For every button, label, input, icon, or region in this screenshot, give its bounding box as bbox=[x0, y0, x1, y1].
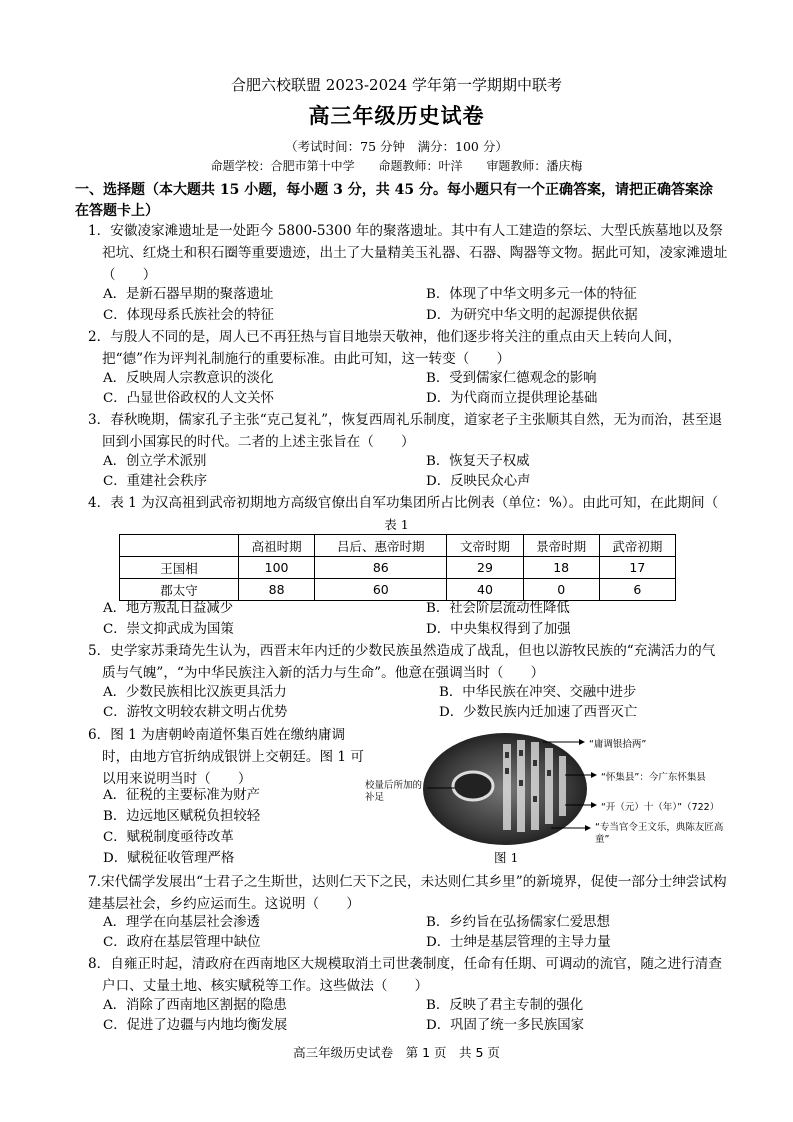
section-heading: 一、选择题（本大题共 15 小题，每小题 3 分，共 45 分。每小题只有一个正确答案，请把正确答案涂在答题卡上） bbox=[75, 182, 713, 219]
table-cell: 29 bbox=[447, 557, 523, 579]
question-8-stem: 8．自雍正时起，清政府在西南地区大规模取消土司世袭制度，任命有任期、可调动的流官，随之进行清查户口、丈量土地、核实赋税等工作。这些做法（ ） bbox=[88, 956, 722, 994]
table-1 bbox=[119, 534, 676, 601]
q4-option-a: A．地方叛乱日益减少 bbox=[103, 601, 234, 616]
q6-option-d: D．赋税征收管理严格 bbox=[103, 851, 235, 866]
table-cell: 18 bbox=[523, 557, 599, 579]
table-cell: 40 bbox=[447, 579, 523, 601]
q4-option-c: C．崇文抑武成为国策 bbox=[103, 622, 234, 637]
q1-option-b: B．体现了中华文明多元一体的特征 bbox=[426, 287, 637, 302]
q2-option-c: C．凸显世俗政权的人文关怀 bbox=[103, 391, 274, 406]
q3-option-b: B．恢复天子权威 bbox=[426, 454, 530, 469]
exam-authors bbox=[0, 157, 793, 174]
table-caption: 表 1 bbox=[384, 517, 409, 532]
table-cell: 郡太守 bbox=[120, 579, 239, 601]
q5-option-a: A．少数民族相比汉族更具活力 bbox=[103, 685, 287, 700]
table-cell: 6 bbox=[599, 579, 675, 601]
table-header-cell: 吕后、惠帝时期 bbox=[315, 535, 447, 557]
table-cell: 王国相 bbox=[120, 557, 239, 579]
question-2-stem: 2．与殷人不同的是，周人已不再狂热与盲目地崇天敬神，他们逐步将关注的重点由天上转向人间，把“德”作为评判礼制施行的重要标准。由此可知，这一转变（ ） bbox=[88, 329, 682, 367]
exam-title: 高三年级历史试卷 bbox=[308, 103, 485, 128]
table-header-cell bbox=[120, 535, 239, 557]
school: 命题学校：合肥市第十中学 bbox=[210, 159, 355, 173]
q2-option-d: D．为代商而立提供理论基础 bbox=[426, 391, 598, 406]
question-1-stem: 1．安徽凌家滩遗址是一处距今 5800-5300 年的聚落遗址。其中有人工建造的祭坛、大型氏族墓地以及祭祀坑、红烧土和积石圈等重要遗迹，出土了大量精美玉礼器、石器、陶器等文物。据此可知，凌家滩遗址（ ） bbox=[88, 223, 728, 283]
q5-option-c: C．游牧文明较农耕文明占优势 bbox=[103, 705, 288, 720]
figure-label-left: 校量后所加的补足 bbox=[365, 780, 423, 803]
table-cell: 17 bbox=[599, 557, 675, 579]
table-header-cell: 景帝时期 bbox=[523, 535, 599, 557]
q7-option-d: D．士绅是基层管理的主导力量 bbox=[426, 935, 611, 950]
table-cell: 60 bbox=[315, 579, 447, 601]
q7-option-b: B．乡约旨在弘扬儒家仁爱思想 bbox=[426, 915, 610, 930]
q2-option-b: B．受到儒家仁德观念的影响 bbox=[426, 371, 597, 386]
q6-option-a: A．征税的主要标准为财产 bbox=[103, 788, 260, 803]
q8-option-c: C．促进了边疆与内地均衡发展 bbox=[103, 1018, 288, 1033]
table-header-cell: 高祖时期 bbox=[239, 535, 315, 557]
question-5-stem: 5．史学家苏秉琦先生认为，西晋末年内迁的少数民族虽然造成了战乱，但也以游牧民族的“充满活力的气质与气魄”，“为中华民族注入新的活力与生命”。他意在强调当时（ ） bbox=[88, 643, 716, 681]
figure-1 bbox=[365, 730, 735, 848]
q8-option-b: B．反映了君主专制的强化 bbox=[426, 998, 584, 1013]
q5-option-d: D．少数民族内迁加速了西晋灭亡 bbox=[439, 705, 638, 720]
exam-header-line: 合肥六校联盟 2023-2024 学年第一学期期中联考 bbox=[231, 76, 562, 94]
q1-option-a: A．是新石器早期的聚落遗址 bbox=[103, 287, 274, 302]
q6-option-b: B．边远地区赋税负担较轻 bbox=[103, 809, 261, 824]
q8-option-a: A．消除了西南地区割据的隐患 bbox=[103, 998, 287, 1013]
q1-option-d: D．为研究中华文明的起源提供依据 bbox=[426, 308, 638, 323]
table-cell: 88 bbox=[239, 579, 315, 601]
q3-option-d: D．反映民众心声 bbox=[426, 474, 531, 489]
author: 命题教师：叶洋 bbox=[378, 159, 463, 173]
reviewer: 审题教师：潘庆梅 bbox=[486, 159, 583, 173]
question-6-stem: 6．图 1 为唐朝岭南道怀集百姓在缴纳庸调时，由地方官折纳成银饼上交朝廷。图 1 可以用来说明当时（ ） bbox=[88, 727, 364, 787]
question-7-stem: 7.宋代儒学发展出“士君子之生斯世，达则仁天下之民，未达则仁其乡里”的新境界，促使一部分士绅尝试构建基层社会，乡约应运而生。这说明（ ） bbox=[88, 874, 727, 912]
question-4-stem: 4．表 1 为汉高祖到武帝初期地方高级官僚出自军功集团所占比例表（单位：%）。由此可知，在此期间（ bbox=[88, 495, 719, 511]
q6-option-c: C．赋税制度亟待改革 bbox=[103, 830, 234, 845]
table-header-row bbox=[120, 535, 676, 557]
page-footer: 高三年级历史试卷 第 1 页 共 5 页 bbox=[293, 1045, 500, 1060]
table-header-cell: 武帝初期 bbox=[599, 535, 675, 557]
q4-option-d: D．中央集权得到了加强 bbox=[426, 622, 571, 637]
q4-option-b: B．社会阶层流动性降低 bbox=[426, 601, 570, 616]
q7-option-a: A．理学在向基层社会渗透 bbox=[103, 915, 260, 930]
figure-label-1: “庸调银拾两” bbox=[589, 739, 647, 750]
figure-label-2: “怀集县”：今广东怀集县 bbox=[601, 772, 706, 783]
q3-option-a: A．创立学术派别 bbox=[103, 454, 207, 469]
q5-option-b: B．中华民族在冲突、交融中进步 bbox=[439, 685, 637, 700]
table-row bbox=[120, 579, 676, 601]
q7-option-c: C．政府在基层管理中缺位 bbox=[103, 935, 261, 950]
q1-option-c: C．体现母系氏族社会的特征 bbox=[103, 308, 274, 323]
table-cell: 0 bbox=[523, 579, 599, 601]
table-header-cell: 文帝时期 bbox=[447, 535, 523, 557]
table-cell: 86 bbox=[315, 557, 447, 579]
figure-label-4: “专当官令王文乐，典陈友匠高童” bbox=[595, 822, 724, 845]
question-3-stem: 3．春秋晚期，儒家孔子主张“克己复礼”，恢复西周礼乐制度，道家老子主张顺其自然，无为而治，甚至退回到小国寡民的时代。二者的上述主张旨在（ ） bbox=[88, 412, 723, 450]
table-cell: 100 bbox=[239, 557, 315, 579]
table-row bbox=[120, 557, 676, 579]
exam-info: （考试时间：75 分钟 满分：100 分） bbox=[285, 139, 508, 154]
q8-option-d: D．巩固了统一多民族国家 bbox=[426, 1018, 585, 1033]
q3-option-c: C．重建社会秩序 bbox=[103, 474, 207, 489]
figure-label-3: “开（元）十（年）”（722） bbox=[601, 802, 720, 813]
figure-caption: 图 1 bbox=[494, 850, 519, 865]
q2-option-a: A．反映周人宗教意识的淡化 bbox=[103, 371, 274, 386]
